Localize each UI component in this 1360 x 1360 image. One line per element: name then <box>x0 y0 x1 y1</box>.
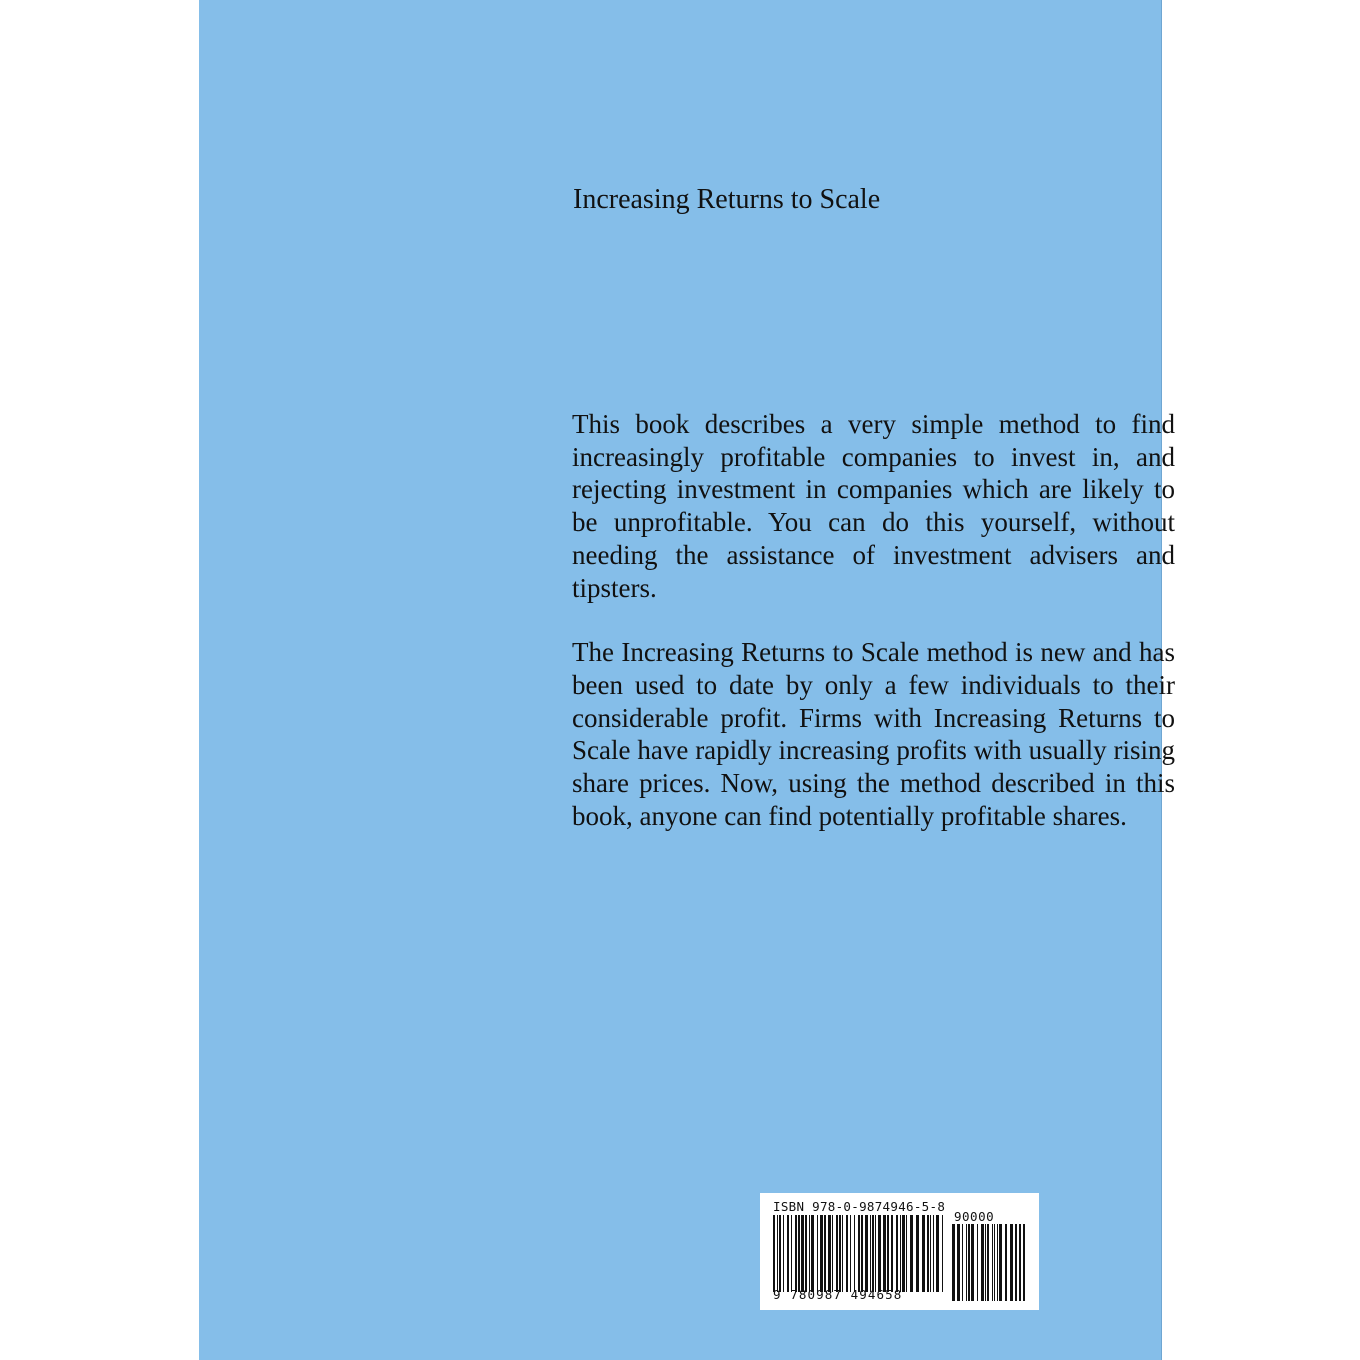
barcode-bars-icon <box>773 1215 945 1292</box>
isbn-label: ISBN 978-0-9874946-5-8 <box>773 1199 946 1214</box>
barcode-digits: 9 780987 494658 <box>773 1287 903 1302</box>
book-title: Increasing Returns to Scale <box>573 184 881 215</box>
isbn-barcode <box>760 1193 1039 1310</box>
barcode-addon-bars-icon <box>952 1224 1026 1301</box>
book-blurb <box>572 408 1175 864</box>
blurb-paragraph-2: The Increasing Returns to Scale method is new and has been used to date by only a few individuals to their considerable profit. Firms with Increasing Returns to Scale have rapidly increasing profits with usually rising share prices. Now, using the method described in this book, anyone can find potentially profitable shares. <box>572 637 1175 831</box>
blurb-paragraph-1: This book describes a very simple method to find increasingly profitable companies to invest in, and rejecting investment in companies which are likely to be unprofitable. You can do this yourself, without needing the assistance of investment advisers and tipsters. <box>572 409 1175 603</box>
book-back-cover <box>199 0 1175 1360</box>
barcode-addon-code: 90000 <box>954 1209 995 1224</box>
